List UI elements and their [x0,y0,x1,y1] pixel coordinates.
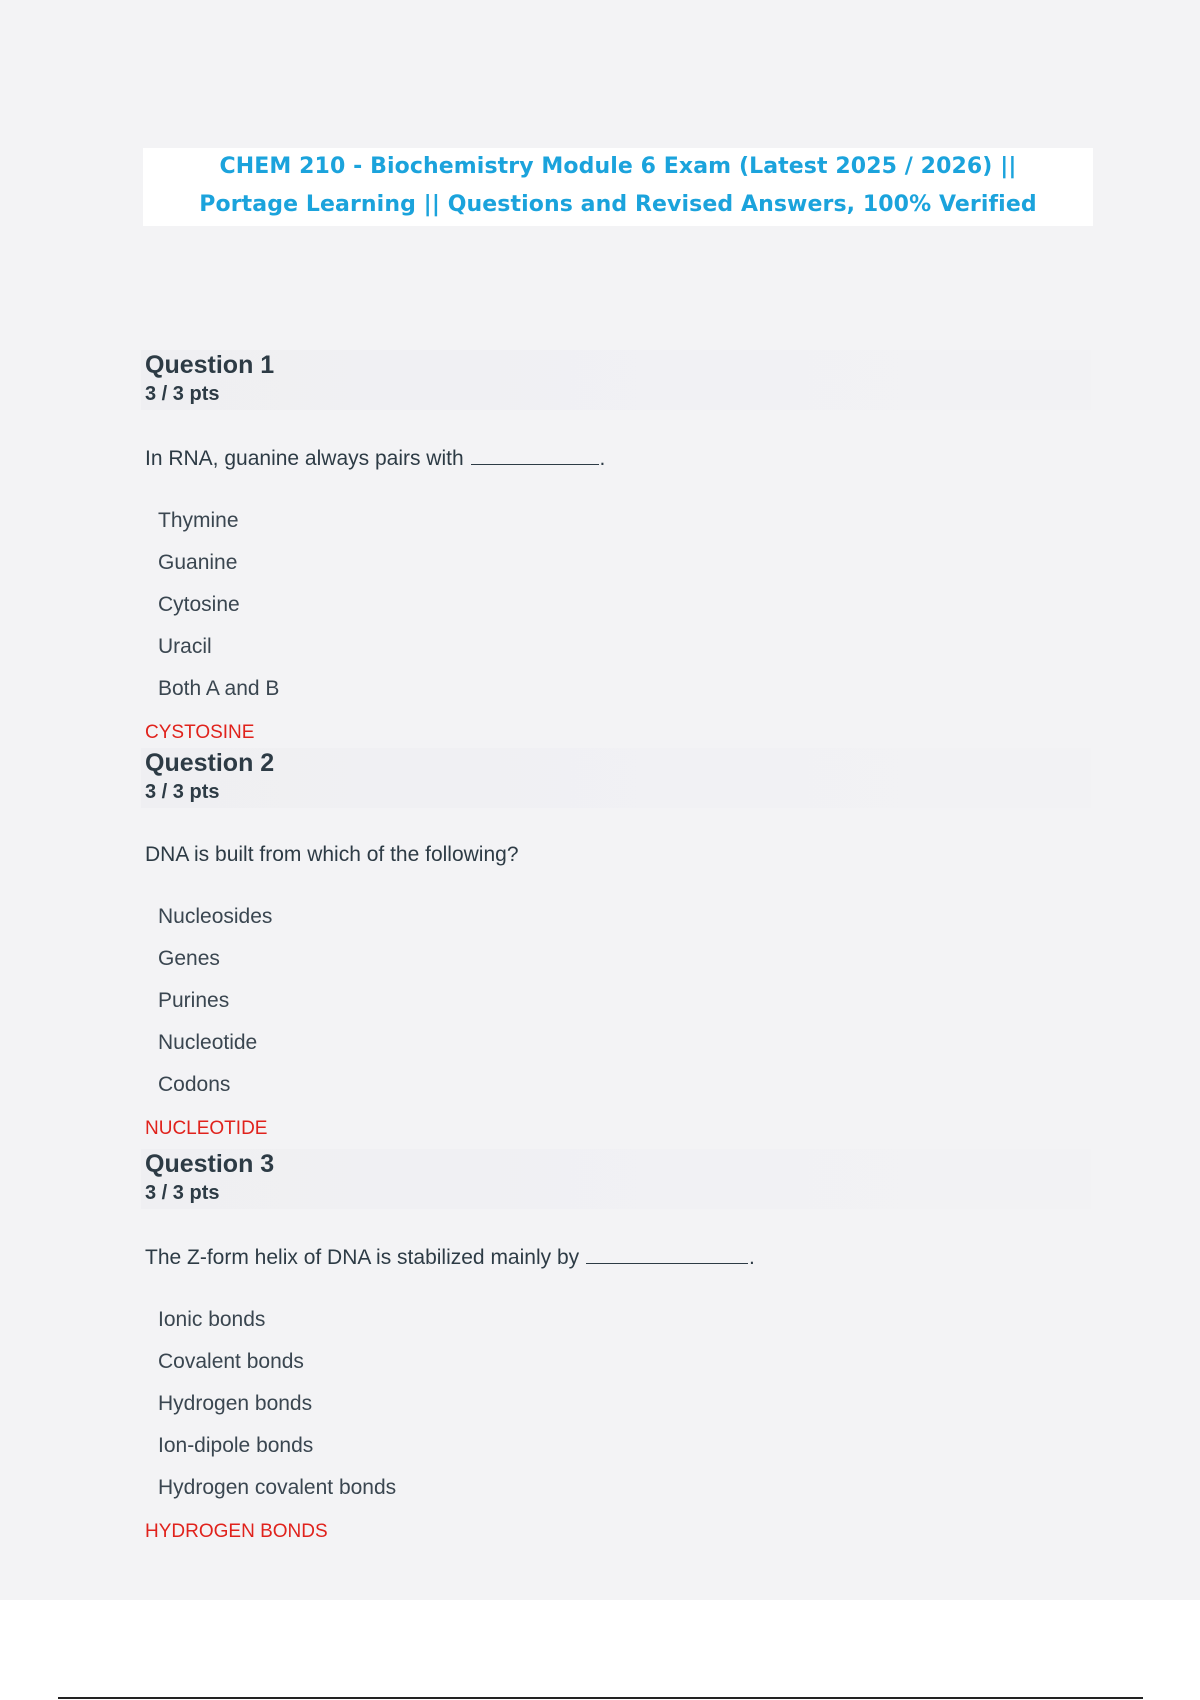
answer-option[interactable]: Cytosine [158,593,240,616]
question-text [145,444,1090,472]
answer-option[interactable]: Codons [158,1073,231,1096]
question-text [145,842,1090,868]
question-text-start: DNA is built from which of the following? [145,843,519,866]
answer-list [145,904,1090,1114]
footer-divider [58,1697,1143,1699]
correct-answer: NUCLEOTIDE [145,1118,268,1139]
answer-option[interactable]: Hydrogen bonds [158,1392,313,1415]
question-text-start: In RNA, guanine always pairs with [145,447,470,470]
question-title: Question 2 [145,749,275,777]
correct-answer: CYSTOSINE [145,722,255,743]
answer-option[interactable]: Ionic bonds [158,1308,266,1331]
question-points: 3 / 3 pts [145,781,220,803]
question-points: 3 / 3 pts [145,1182,220,1204]
question-points: 3 / 3 pts [145,383,220,405]
question-1 [145,350,1090,744]
answer-option[interactable]: Nucleosides [158,905,273,928]
question-2 [145,748,1090,1140]
answer-option[interactable]: Both A and B [158,677,280,700]
answer-option[interactable]: Nucleotide [158,1031,258,1054]
correct-answer: HYDROGEN BONDS [145,1521,328,1542]
answer-option[interactable]: Guanine [158,551,238,574]
question-text-end: . [748,1246,755,1269]
question-title: Question 1 [145,351,275,379]
question-text [145,1243,1090,1271]
document-title-line-1: CHEM 210 - Biochemistry Module 6 Exam (Latest 2025 / 2026) || [219,154,1017,179]
answer-blank [586,1243,748,1264]
answer-option[interactable]: Hydrogen covalent bonds [158,1476,397,1499]
answer-list [145,1307,1090,1517]
answer-option[interactable]: Genes [158,947,220,970]
question-3 [145,1149,1090,1543]
document-title-box [143,148,1093,226]
question-text-start: The Z-form helix of DNA is stabilized mainly by [145,1246,585,1269]
answer-blank [471,444,599,465]
answer-option[interactable]: Purines [158,989,230,1012]
answer-option[interactable]: Thymine [158,509,239,532]
answer-list [145,508,1090,718]
answer-option[interactable]: Uracil [158,635,212,658]
answer-option[interactable]: Covalent bonds [158,1350,304,1373]
question-title: Question 3 [145,1150,275,1178]
question-text-end: . [599,447,606,470]
document-title-line-2: Portage Learning || Questions and Revised Answers, 100% Verified [199,192,1037,217]
answer-option[interactable]: Ion-dipole bonds [158,1434,314,1457]
